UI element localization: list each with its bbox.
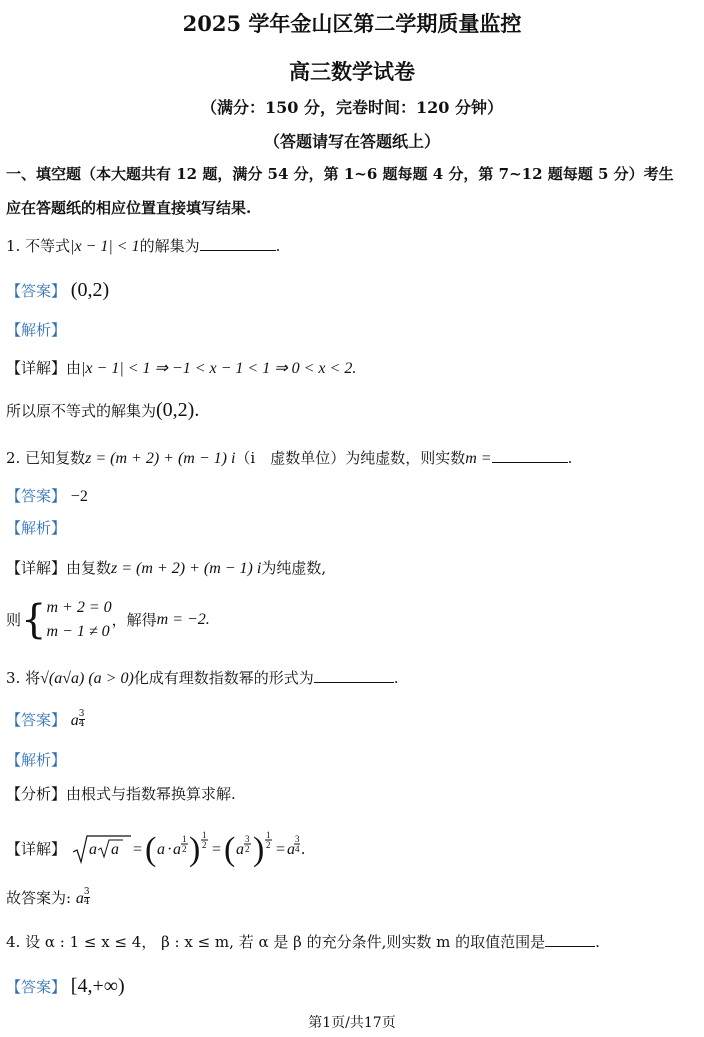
fenxi-text: 由根式与指数幂换算求解. <box>66 785 236 803</box>
svg-text:1: 1 <box>181 834 187 844</box>
analysis-row <box>6 750 698 770</box>
equation-system-row <box>6 596 698 650</box>
exponent-numerator: 3 <box>78 709 85 719</box>
exponent-denominator: 4 <box>83 897 90 907</box>
svg-text:3: 3 <box>244 834 250 844</box>
equation-2: m − 1 ≠ 0 <box>46 623 110 640</box>
analysis-tag: 【解析】 <box>6 751 67 769</box>
math-expression: (0,2). <box>156 399 200 421</box>
conclusion-text: 所以原不等式的解集为 <box>6 402 157 420</box>
svg-text:1: 1 <box>265 830 271 840</box>
page-footer: 第1页/共17页 <box>308 1015 396 1031</box>
exam-meta: （满分：150 分，完卷时间：120 分钟） <box>201 98 503 117</box>
svg-text:a: a <box>110 841 119 858</box>
svg-text:2: 2 <box>244 844 250 854</box>
exam-note: （答题请写在答题纸上） <box>263 132 440 151</box>
detail-text: 由复数 <box>66 559 112 577</box>
equation-1: m + 2 = 0 <box>46 599 112 616</box>
math-expression: √(a√a) (a > 0) <box>40 670 134 687</box>
analysis-row <box>6 320 698 340</box>
exam-title: 2025 学年金山区第二学期质量监控 <box>182 11 522 36</box>
question-text: 已知复数 <box>25 449 86 467</box>
math-expression: |x − 1| < 1 <box>70 238 140 255</box>
answer-base: a <box>70 712 79 729</box>
answer-tag: 【答案】 <box>6 282 67 300</box>
svg-text:a: a <box>172 841 181 858</box>
detail-row <box>6 558 698 579</box>
answer-row <box>6 280 698 301</box>
math-expression: |x − 1| < 1 ⇒ −1 < x − 1 < 1 ⇒ 0 < x < 2. <box>81 360 357 377</box>
svg-text:a: a <box>235 841 244 858</box>
svg-text:4: 4 <box>294 844 300 854</box>
detail-text: 为纯虚数, <box>261 559 327 577</box>
svg-text:(: ( <box>223 831 236 868</box>
question-text: （i 虚数单位）为纯虚数，则实数 <box>235 449 466 467</box>
detail-text: 由 <box>66 359 82 377</box>
answer-blank <box>545 932 595 947</box>
answer-value: (0,2) <box>70 279 110 301</box>
answer-row <box>6 486 698 507</box>
math-expression: m = −2. <box>156 611 210 628</box>
analysis-tag: 【解析】 <box>6 321 67 339</box>
svg-text:=: = <box>211 841 221 858</box>
svg-text:(: ( <box>144 831 157 868</box>
conclusion-row <box>6 400 698 421</box>
detail-row: 【详解】 a a = ( a · a 1 2 ) 1 2 = ( a 3 2 ) 1 2 = a 3 4 . <box>6 830 306 868</box>
question-text: 将 <box>25 669 41 687</box>
detail-tag: 【详解】 <box>6 559 67 577</box>
svg-text:a: a <box>156 841 165 858</box>
answer-blank <box>492 448 568 463</box>
question-number: 2. <box>6 449 21 467</box>
answer-base: a <box>75 890 84 907</box>
answer-tag: 【答案】 <box>6 978 67 996</box>
conclusion-text: 故答案为: <box>6 889 72 907</box>
exponent-denominator: 4 <box>78 719 85 729</box>
question-text: 化成有理数指数幂的形式为 <box>133 669 314 687</box>
svg-text:): ) <box>252 831 265 868</box>
answer-exponent <box>79 710 85 729</box>
section-heading-line1: 一、填空题（本大题共有 12 题，满分 54 分，第 1~6 题每题 4 分，第 7~12 题每题 5 分）考生 <box>6 165 674 183</box>
answer-tag: 【答案】 <box>6 487 67 505</box>
detail-tag: 【详解】 <box>6 359 67 377</box>
section-heading-line2: 应在答题纸的相应位置直接填写结果. <box>6 199 252 217</box>
answer-blank <box>314 668 394 683</box>
answer-tag: 【答案】 <box>6 711 67 729</box>
exponent-numerator: 3 <box>83 887 90 897</box>
question-number: 4. <box>6 933 21 951</box>
svg-text:): ) <box>188 831 201 868</box>
question-text: 不等式 <box>25 237 71 255</box>
svg-text:a: a <box>286 841 295 858</box>
answer-exponent <box>84 888 90 907</box>
answer-value: [4,+∞) <box>70 975 125 997</box>
analysis-row <box>6 518 698 538</box>
question-1: 1. 不等式|x − 1| < 1的解集为 . <box>6 237 281 255</box>
exponent-derivation-formula <box>71 830 301 870</box>
svg-text:3: 3 <box>294 834 300 844</box>
svg-text:·: · <box>166 841 173 858</box>
question-text: 设 α : 1 ≤ x ≤ 4， β : x ≤ m, 若 α 是 β 的充分条件,则实数 m 的取值范围是 <box>25 933 546 951</box>
answer-row <box>6 710 698 731</box>
question-3: 3. 将√(a√a) (a > 0)化成有理数指数幂的形式为 . <box>6 669 399 687</box>
detail-text: ，解得 <box>111 611 157 629</box>
exam-subtitle: 高三数学试卷 <box>289 59 415 84</box>
question-4: 4. 设 α : 1 ≤ x ≤ 4， β : x ≤ m, 若 α 是 β 的充分条件,则实数 m 的取值范围是 . <box>6 933 600 951</box>
svg-text:a: a <box>88 841 97 858</box>
math-expression: m = <box>465 450 492 467</box>
question-number: 3. <box>6 669 21 687</box>
left-brace: { <box>21 597 47 643</box>
detail-row <box>6 358 698 379</box>
analysis-tag: 【解析】 <box>6 519 67 537</box>
detail-text: 则 <box>6 611 22 629</box>
answer-row <box>6 976 698 997</box>
svg-text:=: = <box>275 841 285 858</box>
math-expression: z = (m + 2) + (m − 1) i <box>111 560 262 577</box>
svg-text:2: 2 <box>265 840 271 850</box>
svg-text:1: 1 <box>201 830 207 840</box>
svg-text:2: 2 <box>201 840 207 850</box>
svg-text:=: = <box>132 841 142 858</box>
answer-blank <box>200 236 276 251</box>
answer-value: −2 <box>70 488 88 505</box>
detail-tag: 【详解】 <box>6 840 67 858</box>
fenxi-row <box>6 784 698 804</box>
svg-text:2: 2 <box>181 844 187 854</box>
question-2: 2. 已知复数z = (m + 2) + (m − 1) i（i 虚数单位）为纯虚数，则实数m = . <box>6 449 573 467</box>
conclusion-row <box>6 888 698 909</box>
math-expression: z = (m + 2) + (m − 1) i <box>85 450 236 467</box>
fenxi-tag: 【分析】 <box>6 785 67 803</box>
equation-system <box>46 596 111 644</box>
question-text: 的解集为 <box>139 237 200 255</box>
question-number: 1. <box>6 237 21 255</box>
